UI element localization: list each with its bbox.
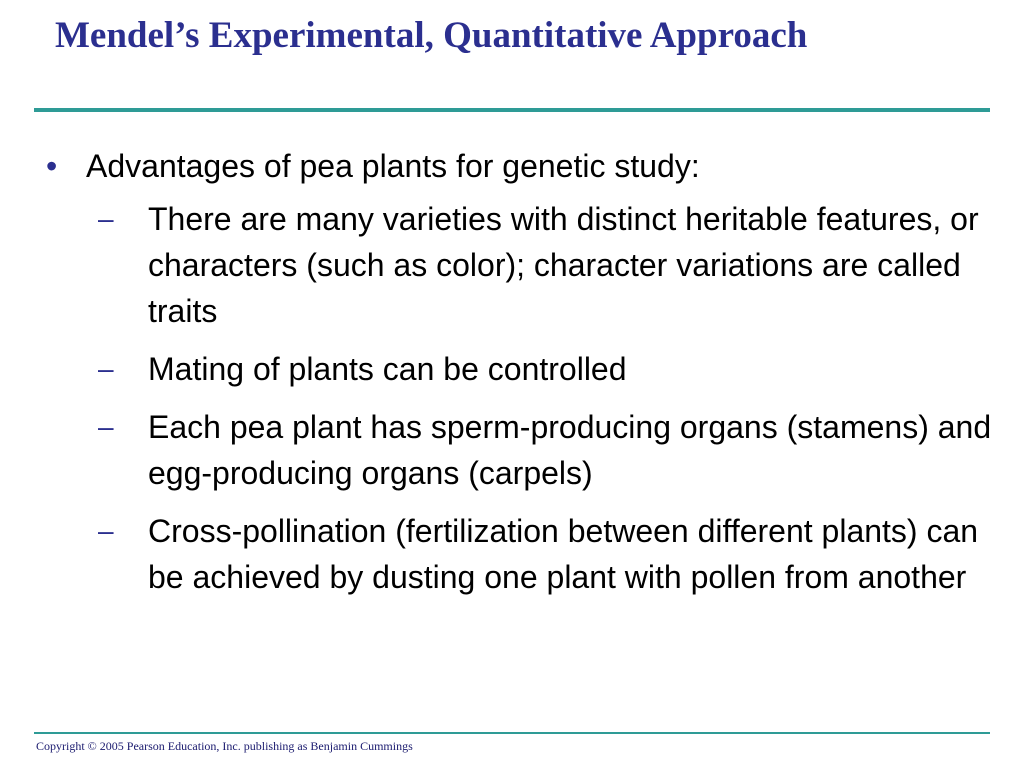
main-bullet: [0, 142, 1024, 196]
sub-bullet-item: [0, 346, 1024, 392]
title-divider: [34, 108, 990, 112]
copyright-footer: Copyright © 2005 Pearson Education, Inc. publishing as Benjamin Cummings: [36, 739, 413, 753]
sub-bullet-text: There are many varieties with distinct heritable features, or characters (such as color); character variations are called traits: [148, 201, 979, 329]
main-bullet-text: Advantages of pea plants for genetic study:: [86, 148, 700, 184]
sub-bullet-text: Cross-pollination (fertilization between different plants) can be achieved by dusting one plant with pollen from another: [148, 513, 979, 595]
sub-bullet-item: [0, 404, 1024, 496]
sub-bullet-text: Mating of plants can be controlled: [148, 351, 627, 387]
sub-bullet-item: [0, 196, 1024, 334]
slide-content: [0, 142, 1024, 612]
sub-bullet-list: [0, 196, 1024, 600]
sub-bullet-item: [0, 508, 1024, 600]
dash-marker: –: [98, 515, 114, 546]
dash-marker: –: [98, 203, 114, 234]
dash-marker: –: [98, 353, 114, 384]
bullet-marker: •: [46, 148, 58, 184]
footer-divider: [34, 732, 990, 734]
sub-bullet-text: Each pea plant has sperm-producing organs (stamens) and egg-producing organs (carpels): [148, 409, 992, 491]
slide-title: Mendel’s Experimental, Quantitative Approach: [55, 15, 808, 56]
dash-marker: –: [98, 411, 114, 442]
